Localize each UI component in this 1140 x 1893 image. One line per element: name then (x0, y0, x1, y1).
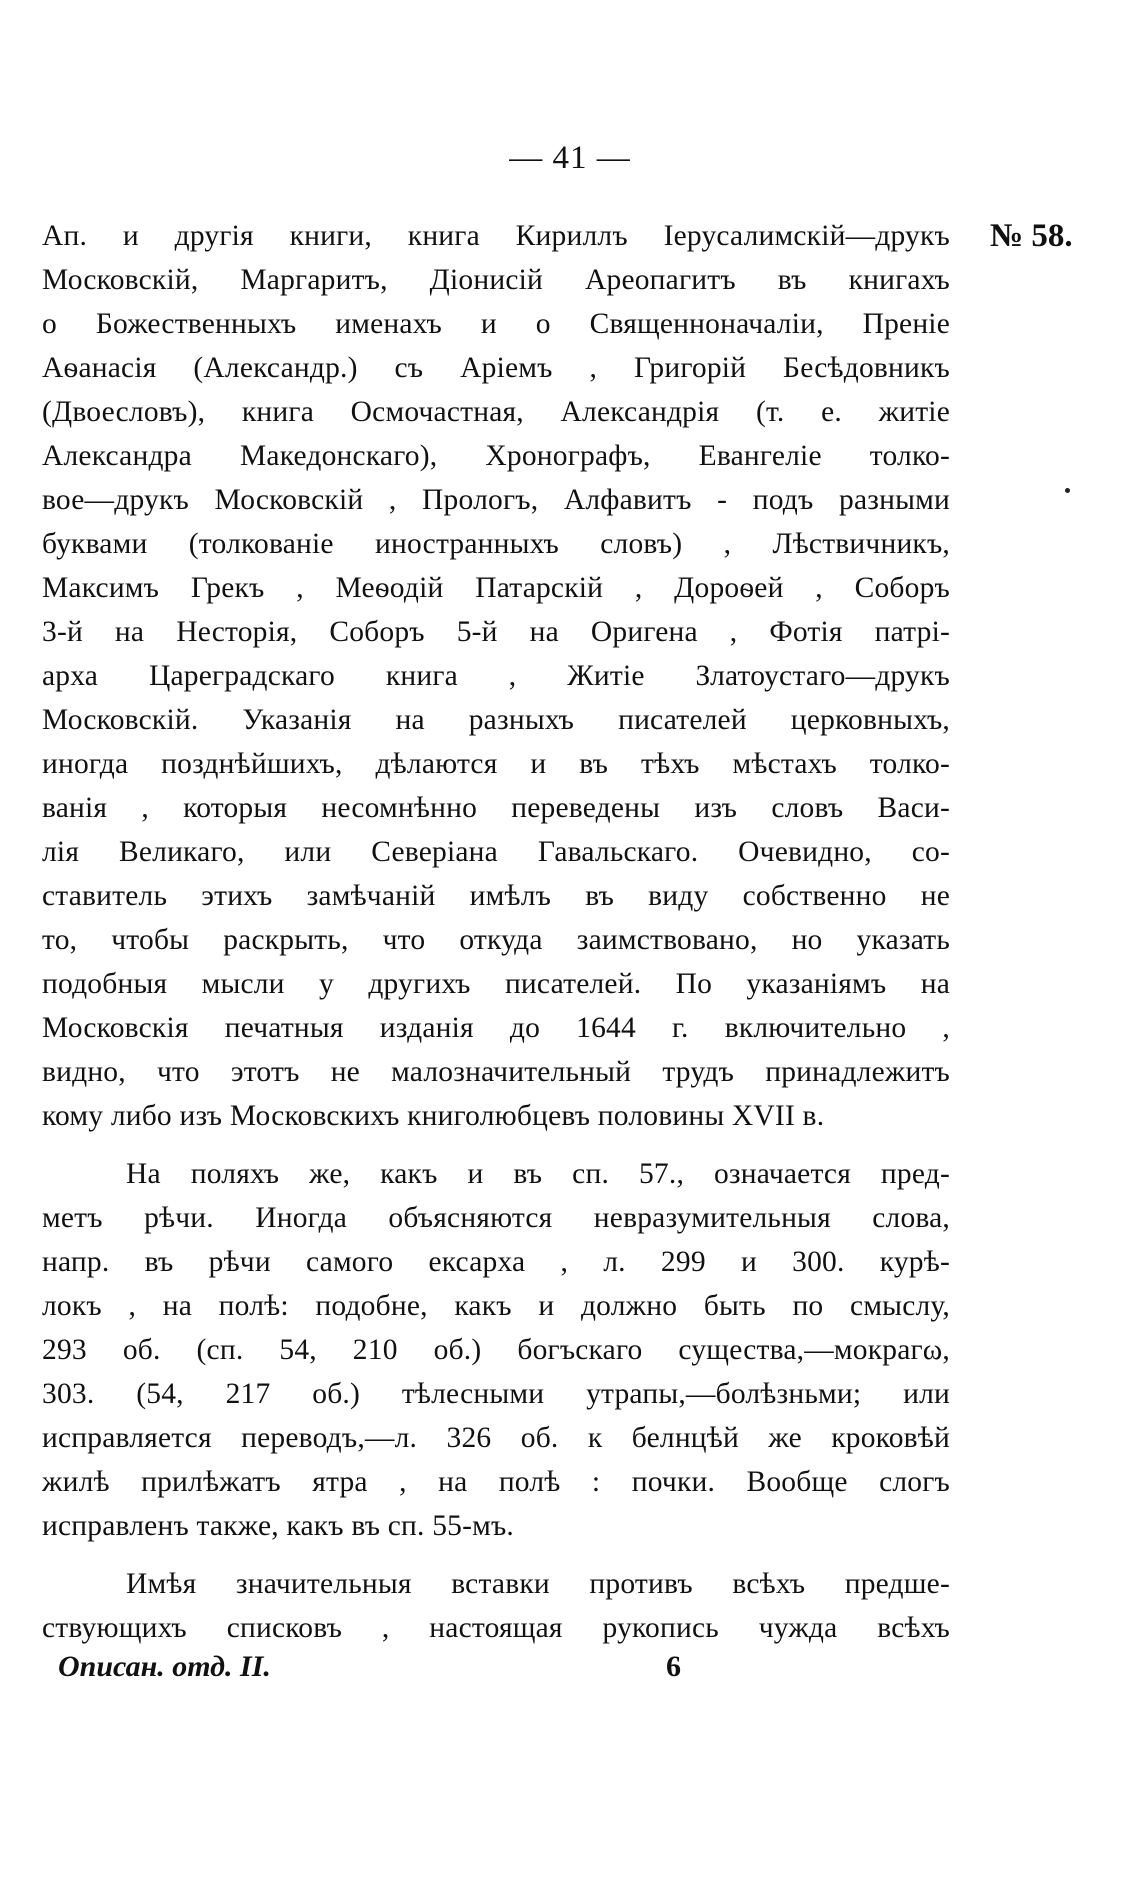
text-line: Максимъ Грекъ , Меѳодій Патарскій , Дороѳей , Соборъ (42, 572, 950, 604)
text-line: кому либо изъ Московскихъ книголюбцевъ половины XVII в. (42, 1100, 825, 1132)
text-line: вое—друкъ Московскій , Прологъ, Алфавитъ - подъ разными (42, 484, 950, 516)
paragraph (42, 214, 950, 1138)
text-line: жилѣ прилѣжатъ ятра , на полѣ : почки. Вообще слогъ (42, 1466, 950, 1498)
text-line: Ап. и другія книги, книга Кириллъ Іерусалимскій—друкъ (42, 220, 950, 252)
paragraph (42, 1152, 950, 1548)
text-line: метъ рѣчи. Иногда объясняются невразумительныя слова, (42, 1202, 950, 1234)
text-line: исправленъ также, какъ въ сп. 55-мъ. (42, 1510, 515, 1542)
ink-speck (1065, 488, 1070, 493)
text-line: ствующихъ списковъ , настоящая рукопись чужда всѣхъ (42, 1612, 950, 1644)
text-line: На поляхъ же, какъ и въ сп. 57., означается пред- (126, 1158, 950, 1190)
text-line: исправляется переводъ,—л. 326 об. к белнцѣй же кроковѣй (42, 1422, 950, 1454)
text-line: иногда позднѣйшихъ, дѣлаются и въ тѣхъ мѣстахъ толко- (42, 748, 950, 780)
text-line: ставитель этихъ замѣчаній имѣлъ въ виду собственно не (42, 880, 950, 912)
text-line: Аѳанасія (Александр.) съ Аріемъ , Григорій Бесѣдовникъ (42, 352, 950, 384)
sheet-number: 6 (666, 1650, 681, 1683)
text-line: лія Великаго, или Северіана Гавальскаго. Очевидно, со- (42, 836, 950, 868)
text-line: Александра Македонскаго), Хронографъ, Евангеліе толко- (42, 440, 950, 472)
manuscript-number-margin: № 58. (990, 218, 1073, 254)
text-line: буквами (толкованіе иностранныхъ словъ) , Лѣствичникъ, (42, 528, 950, 560)
text-line: 3-й на Несторія, Соборъ 5-й на Оригена , Фотія патрі- (42, 616, 950, 648)
text-line: то, чтобы раскрыть, что откуда заимствовано, но указать (42, 924, 950, 956)
page-number-header: — 41 — (509, 140, 631, 176)
body-text (42, 214, 950, 1650)
text-line: Имѣя значительныя вставки противъ всѣхъ предше- (126, 1568, 950, 1600)
paragraph (42, 1562, 950, 1650)
signature-mark: Описан. отд. II. (58, 1650, 271, 1683)
text-line: арха Цареградскаго книга , Житіе Златоустаго—друкъ (42, 660, 950, 692)
text-line: 303. (54, 217 об.) тѣлесными утрапы,—болѣзньми; или (42, 1378, 950, 1410)
text-line: Московскій. Указанія на разныхъ писателей церковныхъ, (42, 704, 950, 736)
text-line: о Божественныхъ именахъ и о Священноначаліи, Преніе (42, 308, 950, 340)
page-footer (58, 1650, 958, 1684)
text-line: видно, что этотъ не малозначительный трудъ принадлежитъ (42, 1056, 950, 1088)
text-line: подобныя мысли у другихъ писателей. По указаніямъ на (42, 968, 950, 1000)
text-line: (Двоесловъ), книга Осмочастная, Александрія (т. е. житіе (42, 396, 950, 428)
text-line: напр. въ рѣчи самого ексарха , л. 299 и 300. курѣ- (42, 1246, 950, 1278)
text-line: Московскія печатныя изданія до 1644 г. включительно , (42, 1012, 950, 1044)
text-line: локъ , на полѣ: подобне, какъ и должно быть по смыслу, (42, 1290, 950, 1322)
text-line: Московскій, Маргаритъ, Діонисій Ареопагитъ въ книгахъ (42, 264, 950, 296)
text-line: 293 об. (сп. 54, 210 об.) богъскаго существа,—мокрагω, (42, 1334, 950, 1366)
text-line: ванія , которыя несомнѣнно переведены изъ словъ Васи- (42, 792, 950, 824)
